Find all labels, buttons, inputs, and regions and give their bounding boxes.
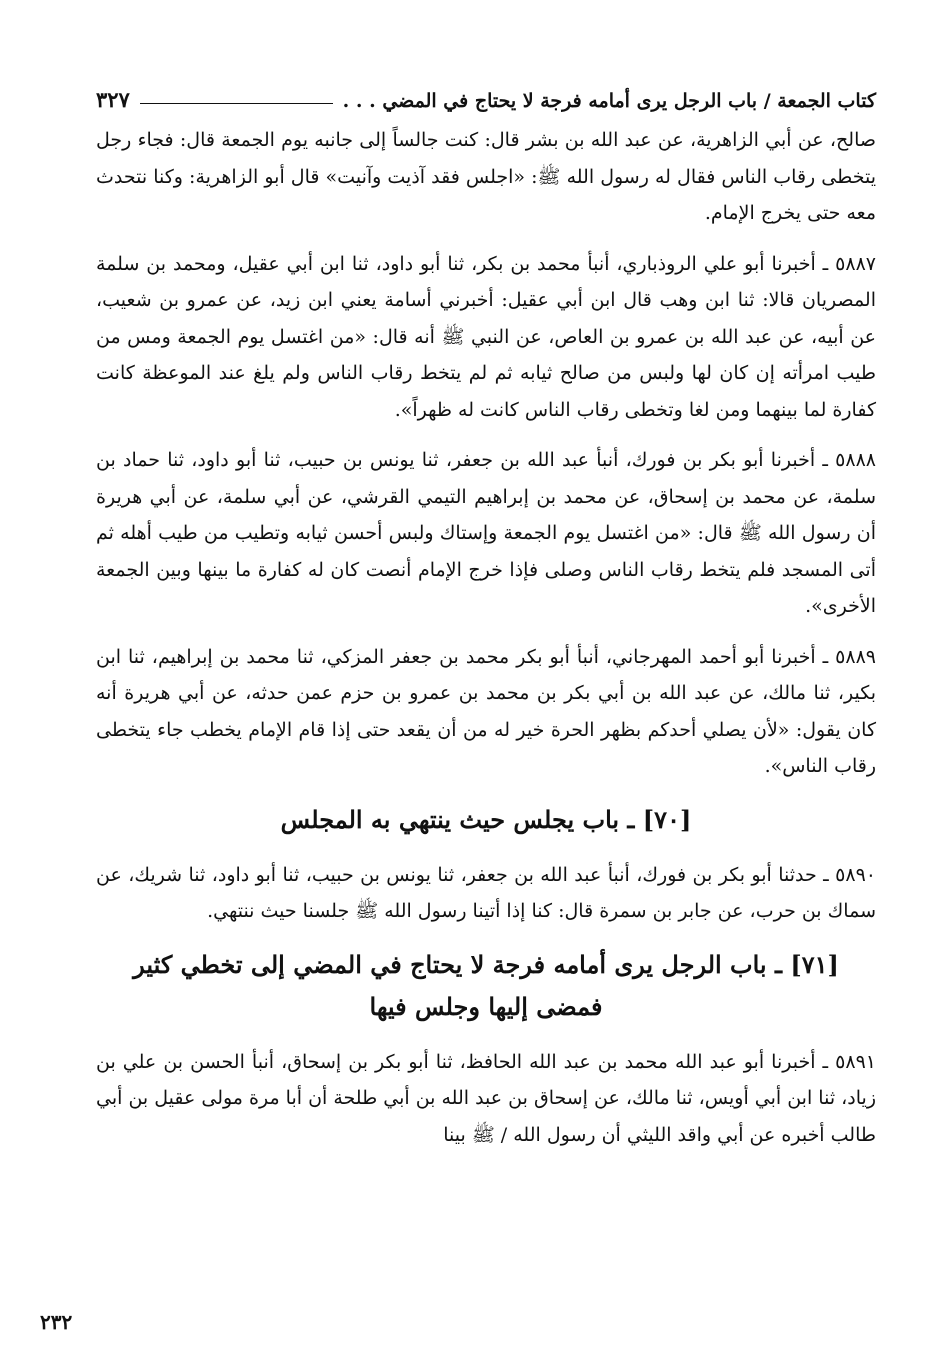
running-head [96,78,876,112]
paragraph: ٥٨٩١ ـ أخبرنا أبو عبد الله محمد بن عبد الله الحافظ، ثنا أبو بكر بن إسحاق، أنبأ الحسن بن علي بن زياد، ثنا ابن أبي أويس، ثنا مالك، عن إسحاق بن عبد الله بن أبي طلحة أن أبا مرة مولى عقيل بن أبي طالب أخبره عن أبي واقد الليثي أن رسول الله / ﷺ بينا [96,1050,876,1146]
paragraph: ٥٨٨٨ ـ أخبرنا أبو بكر بن فورك، أنبأ عبد الله بن جعفر، ثنا يونس بن حبيب، ثنا أبو داود، ثنا حماد بن سلمة، عن محمد بن إسحاق، عن محمد بن إبراهيم التيمي القرشي، عن أبي سلمة، عن أبي هريرة أن رسول الله ﷺ قال: «من اغتسل يوم الجمعة وإستاك ولبس أحسن ثيابه وتطيب من طيب أهله ثم أتى المسجد فلم يتخط رقاب الناس وصلى فإذا خرج الإمام أنصت كان له كفارة ما بينها وبين الجمعة الأخرى». [96,449,876,617]
page-number: ٣٢٧ [96,87,130,112]
paragraph: ٥٨٨٩ ـ أخبرنا أبو أحمد المهرجاني، أنبأ أبو بكر محمد بن جعفر المزكي، ثنا محمد بن إبراهيم، ثنا ابن بكير، ثنا مالك، عن عبد الله بن أبي بكر بن محمد بن عمرو بن حزم عمن حدثه، عن أبي هريرة أنه كان يقول: «لأن يصلي أحدكم بظهر الحرة خير له من أن يقعد حتى إذا قام الإمام يخطب جاء يتخطى رقاب الناس». [96,645,876,777]
page-reference-number: ٢٣٢ [40,1310,73,1334]
paragraph: ٥٨٨٧ ـ أخبرنا أبو علي الروذباري، أنبأ محمد بن بكر، ثنا أبو داود، ثنا ابن أبي عقيل، ومحمد بن سلمة المصريان قالا: ثنا ابن وهب قال ابن أبي عقيل: أخبرني أسامة يعني ابن زيد، عن عمرو بن شعيب، عن أبيه، عن عبد الله بن عمرو بن العاص، عن النبي ﷺ أنه قال: «من اغتسل يوم الجمعة ومس من طيب امرأته إن كان لها ولبس من صالح ثيابه ثم لم يتخط رقاب الناس ولم يلغ عند الموعظة كانت كفارة لما بينهما ومن لغا وتخطى رقاب الناس كانت له ظهراً». [96,252,876,421]
running-head-rule [140,103,333,104]
page-body [96,78,876,1167]
paragraph: ٥٨٩٠ ـ حدثنا أبو بكر بن فورك، أنبأ عبد الله بن جعفر، ثنا يونس بن حبيب، ثنا أبو داود، ثنا شريك، عن سماك بن حرب، عن جابر بن سمرة قال: كنا إذا أتينا رسول الله ﷺ جلسنا حيث ننتهي. [96,863,876,922]
paragraph: صالح، عن أبي الزاهرية، عن عبد الله بن بشر قال: كنت جالساً إلى جانبه يوم الجمعة قال: فجاء رجل يتخطى رقاب الناس فقال له رسول الله ﷺ: «اجلس فقد آذيت وآنيت» قال أبو الزاهرية: وكنا نتحدث معه حتى يخرج الإمام. [96,129,876,224]
chapter-heading: [٧٠] ـ باب يجلس حيث ينتهي به المجلس [280,804,692,834]
running-head-title: كتاب الجمعة / باب الرجل يرى أمامه فرجة لا يحتاج في المضي . . . [342,90,876,112]
chapter-heading: [٧١] ـ باب الرجل يرى أمامه فرجة لا يحتاج في المضي إلى تخطي كثير فمضى إليها وجلس فيها [133,949,839,1021]
